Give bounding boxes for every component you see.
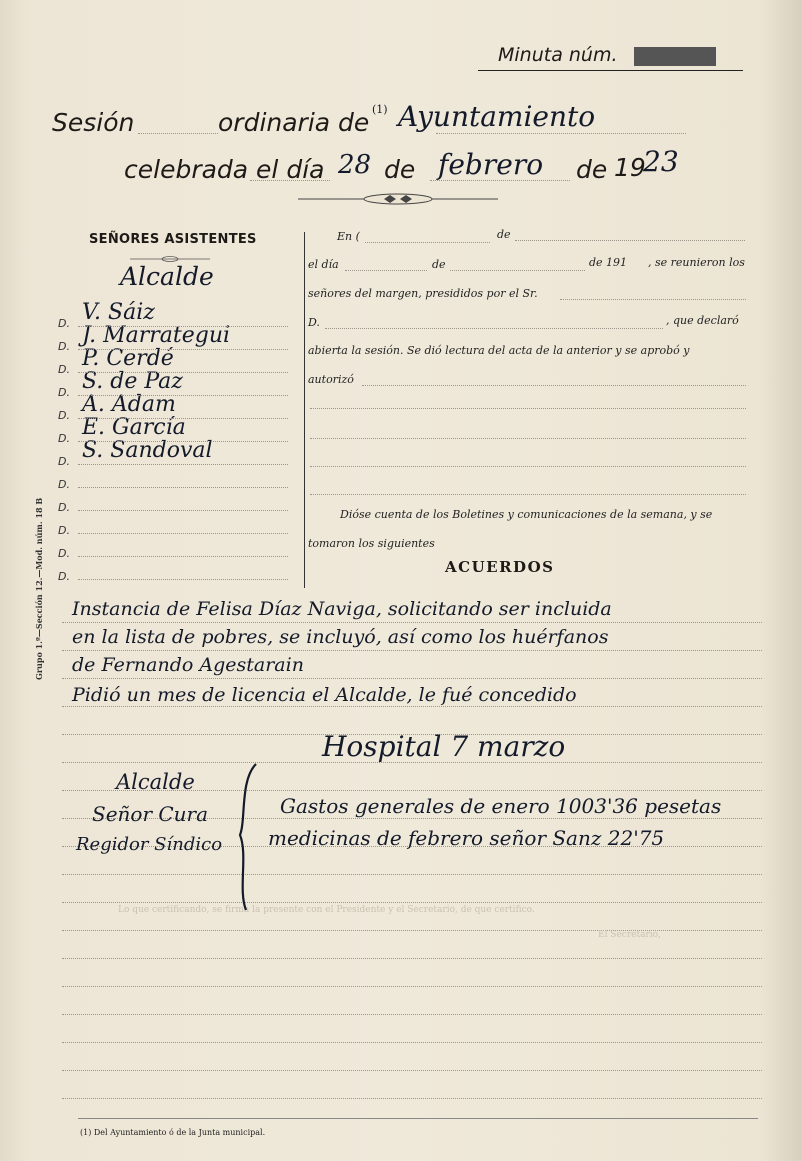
form-dotline [450, 270, 585, 271]
attendee-row [58, 392, 176, 423]
form-model-label: Grupo 1.º—Sección 12.—Mod. núm. 18 B [34, 497, 44, 680]
hospital-member-2: Señor Cura [92, 802, 209, 826]
attendee-name: E. García [82, 415, 186, 440]
celebrada-label: celebrada el día [124, 155, 325, 184]
form-dotline [325, 328, 663, 329]
footer-rule [78, 1118, 758, 1119]
attendee-prefix: D. [58, 478, 70, 491]
acuerdo-line-1: Instancia de Felisa Díaz Naviga, solicitando ser incluida [72, 598, 612, 620]
session-label: Sesión [52, 108, 135, 137]
footnote-text: (1) Del Ayuntamiento ó de la Junta municipal. [80, 1128, 266, 1137]
form-de-label: de [497, 228, 511, 241]
ruled-line [62, 986, 762, 987]
attendee-row [58, 369, 183, 400]
form-boletines-label: Dióse cuenta de los Boletines y comunicaciones de la semana, y se [340, 508, 713, 521]
attendee-prefix: D. [58, 524, 70, 537]
ruled-line [62, 1070, 762, 1071]
attendee-row [58, 346, 174, 377]
acuerdo-line-3: de Fernando Agestarain [72, 654, 304, 676]
attendees-title: SEÑORES ASISTENTES [89, 232, 257, 247]
expense-line-1: Gastos generales de enero 1003'36 pesetas [280, 794, 722, 818]
attendee-dotline [78, 579, 288, 580]
minuta-rule [478, 70, 743, 71]
attendee-prefix: D. [58, 386, 70, 399]
attendee-name: A. Adam [82, 392, 176, 417]
attendee-dotline [78, 372, 288, 373]
attendee-prefix: D. [58, 570, 70, 583]
attendee-dotline [78, 418, 288, 419]
attendee-dotline [78, 464, 288, 465]
year-prefix: 19 [614, 153, 646, 182]
attendee-row [58, 415, 186, 446]
day-handwritten: 28 [338, 150, 372, 180]
ruled-line [62, 1042, 762, 1043]
redacted-number [634, 47, 716, 66]
form-dotline [345, 270, 427, 271]
minuta-label: Minuta núm. [498, 44, 618, 66]
form-dotline [560, 299, 746, 300]
bleed-through-text: El Secretario, [598, 930, 661, 940]
ruled-line [62, 1098, 762, 1099]
attendee-row [58, 323, 231, 354]
ruled-line [62, 958, 762, 959]
footnote-marker: (1) [372, 103, 388, 116]
hospital-heading: Hospital 7 marzo [322, 730, 566, 763]
attendee-row [58, 438, 213, 469]
form-dotline [310, 494, 746, 495]
form-dotline [365, 242, 490, 243]
attendee-dotline [78, 533, 288, 534]
month-handwritten: febrero [438, 148, 544, 181]
handwritten-brace [232, 760, 262, 920]
attendee-dotline [78, 326, 288, 327]
attendee-dotline [78, 349, 288, 350]
title-dotline [138, 133, 218, 134]
form-d-label: D. [308, 316, 320, 329]
alcalde-handwritten: Alcalde [120, 262, 214, 291]
form-dotline [310, 466, 746, 467]
attendee-prefix: D. [58, 340, 70, 353]
title-dotline [436, 133, 686, 134]
ruled-line [62, 650, 762, 651]
attendee-dotline [78, 395, 288, 396]
hospital-member-3: Regidor Síndico [76, 834, 223, 855]
attendee-name: V. Sáiz [82, 300, 155, 325]
attendee-row [58, 473, 70, 492]
attendee-name: S. de Paz [82, 369, 183, 394]
form-reunieron-label: , se reunieron los [648, 256, 745, 269]
attendee-prefix: D. [58, 501, 70, 514]
attendee-prefix: D. [58, 363, 70, 376]
form-de-label: de [432, 258, 446, 271]
acuerdo-line-2: en la lista de pobres, se incluyó, así como los huérfanos [72, 626, 609, 648]
form-declaro-label: , que declaró [666, 314, 739, 327]
form-en-label: En ( [337, 230, 360, 243]
form-autorizo-label: autorizó [308, 373, 354, 386]
acuerdos-title: ACUERDOS [445, 558, 555, 576]
form-dotline [310, 438, 746, 439]
ordinaria-label: ordinaria de [218, 108, 370, 137]
ayuntamiento-handwritten: Ayuntamiento [398, 100, 596, 133]
hospital-member-1: Alcalde [116, 770, 195, 794]
ruled-line [62, 622, 762, 623]
acuerdo-line-4: Pidió un mes de licencia el Alcalde, le fué concedido [72, 684, 577, 706]
de2-label: de [576, 155, 608, 184]
ruled-line [62, 678, 762, 679]
attendee-name: J. Marrategui [82, 323, 231, 348]
form-abierta-label: abierta la sesión. Se dió lectura del acta de la anterior y se aprobó y [308, 344, 690, 357]
attendee-prefix: D. [58, 455, 70, 468]
attendee-dotline [78, 487, 288, 488]
bleed-through-text: Lo que certificando, se firma la presente con el Presidente y el Secretario, de que certifico. [118, 905, 535, 915]
expense-line-2: medicinas de febrero señor Sanz 22'75 [268, 826, 665, 850]
attendee-prefix: D. [58, 317, 70, 330]
ruled-line [62, 1014, 762, 1015]
column-divider [304, 232, 305, 588]
title-dotline [250, 180, 330, 181]
year-handwritten: 23 [643, 145, 679, 178]
de-label: de [384, 155, 416, 184]
attendee-prefix: D. [58, 409, 70, 422]
attendee-prefix: D. [58, 547, 70, 560]
attendee-row [58, 300, 155, 331]
form-dotline [362, 385, 746, 386]
attendee-prefix: D. [58, 432, 70, 445]
ruled-line [62, 874, 762, 875]
form-senores-label: señores del margen, presididos por el Sr. [308, 287, 538, 300]
ruled-line [62, 706, 762, 707]
attendee-dotline [78, 510, 288, 511]
form-year-label: de 191 [589, 256, 628, 269]
title-dotline [430, 180, 570, 181]
form-dotline [515, 240, 745, 241]
attendee-name: S. Sandoval [82, 438, 213, 463]
ornament-divider [298, 191, 498, 207]
attendee-row [58, 542, 70, 561]
attendee-row [58, 565, 70, 584]
form-tomaron-label: tomaron los siguientes [308, 537, 435, 550]
attendee-name: P. Cerdé [82, 346, 174, 371]
form-dia-label: el día [308, 258, 339, 271]
form-dotline [310, 408, 746, 409]
attendee-dotline [78, 556, 288, 557]
attendee-row [58, 519, 70, 538]
ruled-line [62, 902, 762, 903]
attendee-row [58, 496, 70, 515]
attendee-dotline [78, 441, 288, 442]
